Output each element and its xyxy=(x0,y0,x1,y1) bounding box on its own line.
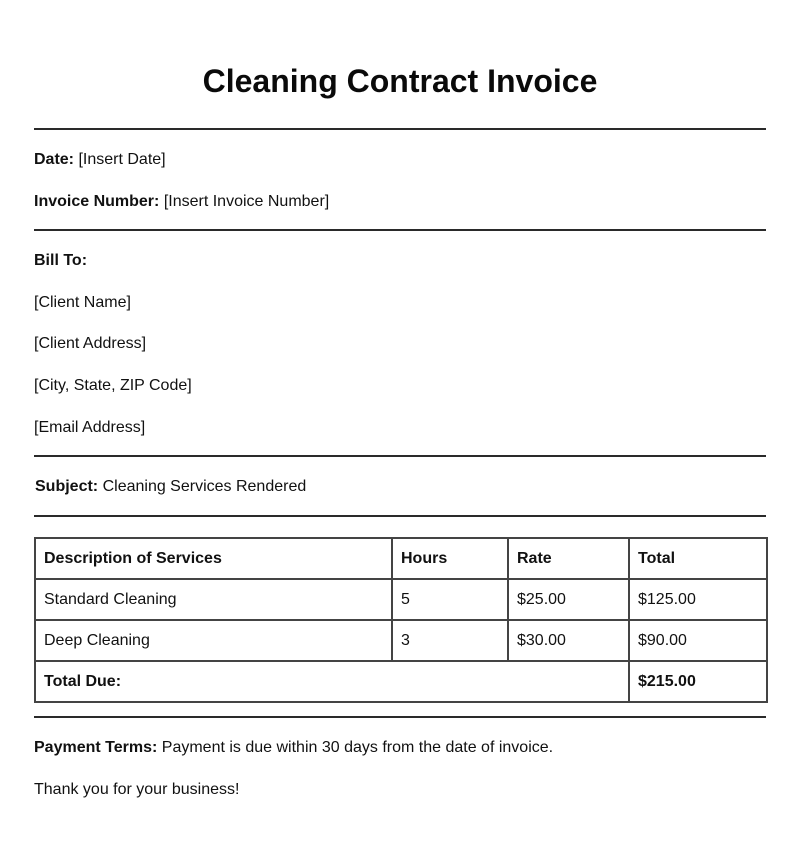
date-value: [Insert Date] xyxy=(78,151,166,168)
invoice-number-label: Invoice Number: xyxy=(34,193,160,210)
subject-value: Cleaning Services Rendered xyxy=(102,478,307,495)
payment-terms-value: Payment is due within 30 days from the date of invoice. xyxy=(161,739,554,756)
closing-message: Thank you for your business! xyxy=(34,781,240,798)
column-header-hours: Hours xyxy=(392,538,508,579)
total-due-label: Total Due: xyxy=(35,661,629,702)
service-hours: 3 xyxy=(392,620,508,661)
service-rate: $25.00 xyxy=(508,579,629,620)
invoice-number-value: [Insert Invoice Number] xyxy=(163,193,330,210)
divider xyxy=(34,716,766,718)
payment-terms xyxy=(34,738,553,758)
table-header-row xyxy=(35,538,767,579)
column-header-total: Total xyxy=(629,538,767,579)
service-description: Deep Cleaning xyxy=(35,620,392,661)
divider xyxy=(34,229,766,231)
date-label: Date: xyxy=(34,151,75,168)
divider xyxy=(34,515,766,517)
service-total: $90.00 xyxy=(629,620,767,661)
bill-to-label: Bill To: xyxy=(34,252,88,269)
subject-label: Subject: xyxy=(35,478,99,495)
invoice-date xyxy=(34,150,166,170)
service-description: Standard Cleaning xyxy=(35,579,392,620)
services-table xyxy=(34,537,768,703)
total-due-value: $215.00 xyxy=(629,661,767,702)
table-row xyxy=(35,620,767,661)
bill-to-heading xyxy=(34,251,87,271)
payment-terms-label: Payment Terms: xyxy=(34,739,158,756)
client-city-state-zip: [City, State, ZIP Code] xyxy=(34,377,192,394)
invoice-number xyxy=(34,192,329,212)
column-header-rate: Rate xyxy=(508,538,629,579)
divider xyxy=(34,455,766,457)
column-header-description: Description of Services xyxy=(35,538,392,579)
service-hours: 5 xyxy=(392,579,508,620)
client-address: [Client Address] xyxy=(34,335,147,352)
client-email: [Email Address] xyxy=(34,419,146,436)
divider xyxy=(34,128,766,130)
client-name: [Client Name] xyxy=(34,294,131,311)
subject-line xyxy=(35,477,306,497)
total-due-row xyxy=(35,661,767,702)
service-rate: $30.00 xyxy=(508,620,629,661)
table-row xyxy=(35,579,767,620)
page-title: Cleaning Contract Invoice xyxy=(202,63,598,99)
service-total: $125.00 xyxy=(629,579,767,620)
